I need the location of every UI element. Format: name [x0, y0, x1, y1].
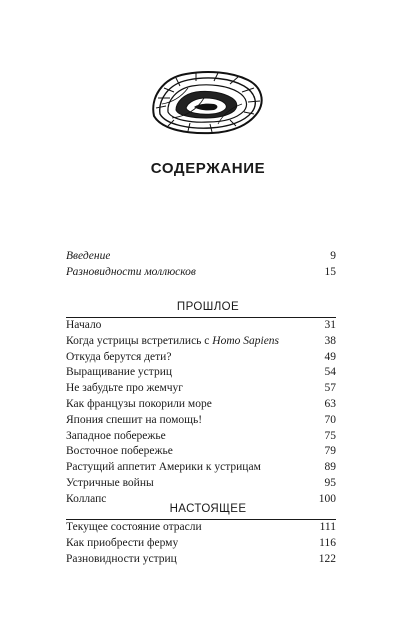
toc-row[interactable]: [66, 381, 336, 397]
toc-label: Текущее состояние отрасли: [66, 521, 202, 533]
toc-page: 54: [324, 366, 336, 379]
toc-row[interactable]: [66, 413, 336, 429]
toc-label: Восточное побережье: [66, 445, 173, 458]
toc-label: [66, 334, 279, 350]
toc-row[interactable]: [66, 520, 336, 536]
toc-page: 95: [324, 476, 336, 489]
toc-label: Начало: [66, 319, 102, 331]
page-title: СОДЕРЖАНИЕ: [150, 160, 266, 177]
toc-page: 100: [318, 492, 336, 505]
toc-page: 57: [324, 382, 336, 395]
toc-page: 79: [324, 445, 336, 458]
toc-page: 116: [319, 536, 336, 549]
toc-row[interactable]: [66, 552, 336, 568]
toc-label: Устричные войны: [66, 476, 154, 489]
toc-label: Разновидности моллюсков: [66, 265, 196, 278]
toc-label: Коллапс: [66, 492, 107, 505]
toc-row[interactable]: [66, 249, 336, 265]
toc-label: Выращивание устриц: [66, 366, 173, 379]
toc-past-list: [66, 318, 336, 508]
toc-label: Как приобрести ферму: [66, 536, 179, 549]
toc-label: Япония спешит на помощь!: [66, 413, 203, 426]
toc-page: 70: [324, 413, 336, 426]
toc-label-text: Когда устрицы встретились с: [66, 334, 213, 347]
toc-label: Разновидности устриц: [66, 552, 177, 565]
toc-page: 63: [324, 397, 336, 410]
toc-row[interactable]: [66, 444, 336, 460]
toc-page: 75: [324, 429, 336, 442]
toc-page: 122: [318, 552, 336, 565]
toc-label: Западное побережье: [66, 429, 166, 442]
toc-label: Растущий аппетит Америки к устрицам: [66, 461, 261, 474]
oyster-shell-illustration: [148, 68, 266, 136]
toc-page: 111: [319, 521, 336, 533]
toc-row[interactable]: [66, 429, 336, 445]
toc-page: 38: [324, 334, 336, 347]
toc-intro-list: [66, 249, 336, 281]
toc-page: 89: [324, 461, 336, 474]
toc-row[interactable]: [66, 365, 336, 381]
toc-page: 9: [330, 250, 336, 262]
toc-label: Откуда берутся дети?: [66, 350, 172, 363]
toc-row[interactable]: [66, 334, 336, 350]
toc-page: 15: [324, 265, 336, 278]
toc-row[interactable]: [66, 350, 336, 366]
toc-label: Не забудьте про жемчуг: [66, 382, 183, 395]
toc-row[interactable]: [66, 536, 336, 552]
toc-row[interactable]: [66, 476, 336, 492]
toc-label: Как французы покорили море: [66, 397, 212, 410]
toc-row[interactable]: [66, 397, 336, 413]
toc-label-italic: Homo Sapiens: [212, 334, 280, 347]
toc-page: 31: [324, 319, 336, 331]
toc-row[interactable]: [66, 265, 336, 281]
section-heading-past: ПРОШЛОЕ: [176, 301, 240, 313]
section-heading-present: НАСТОЯЩЕЕ: [169, 503, 247, 515]
toc-page: 49: [324, 350, 336, 363]
toc-present-list: [66, 520, 336, 567]
toc-label: Введение: [66, 250, 111, 262]
toc-row[interactable]: [66, 318, 336, 334]
toc-row[interactable]: [66, 460, 336, 476]
